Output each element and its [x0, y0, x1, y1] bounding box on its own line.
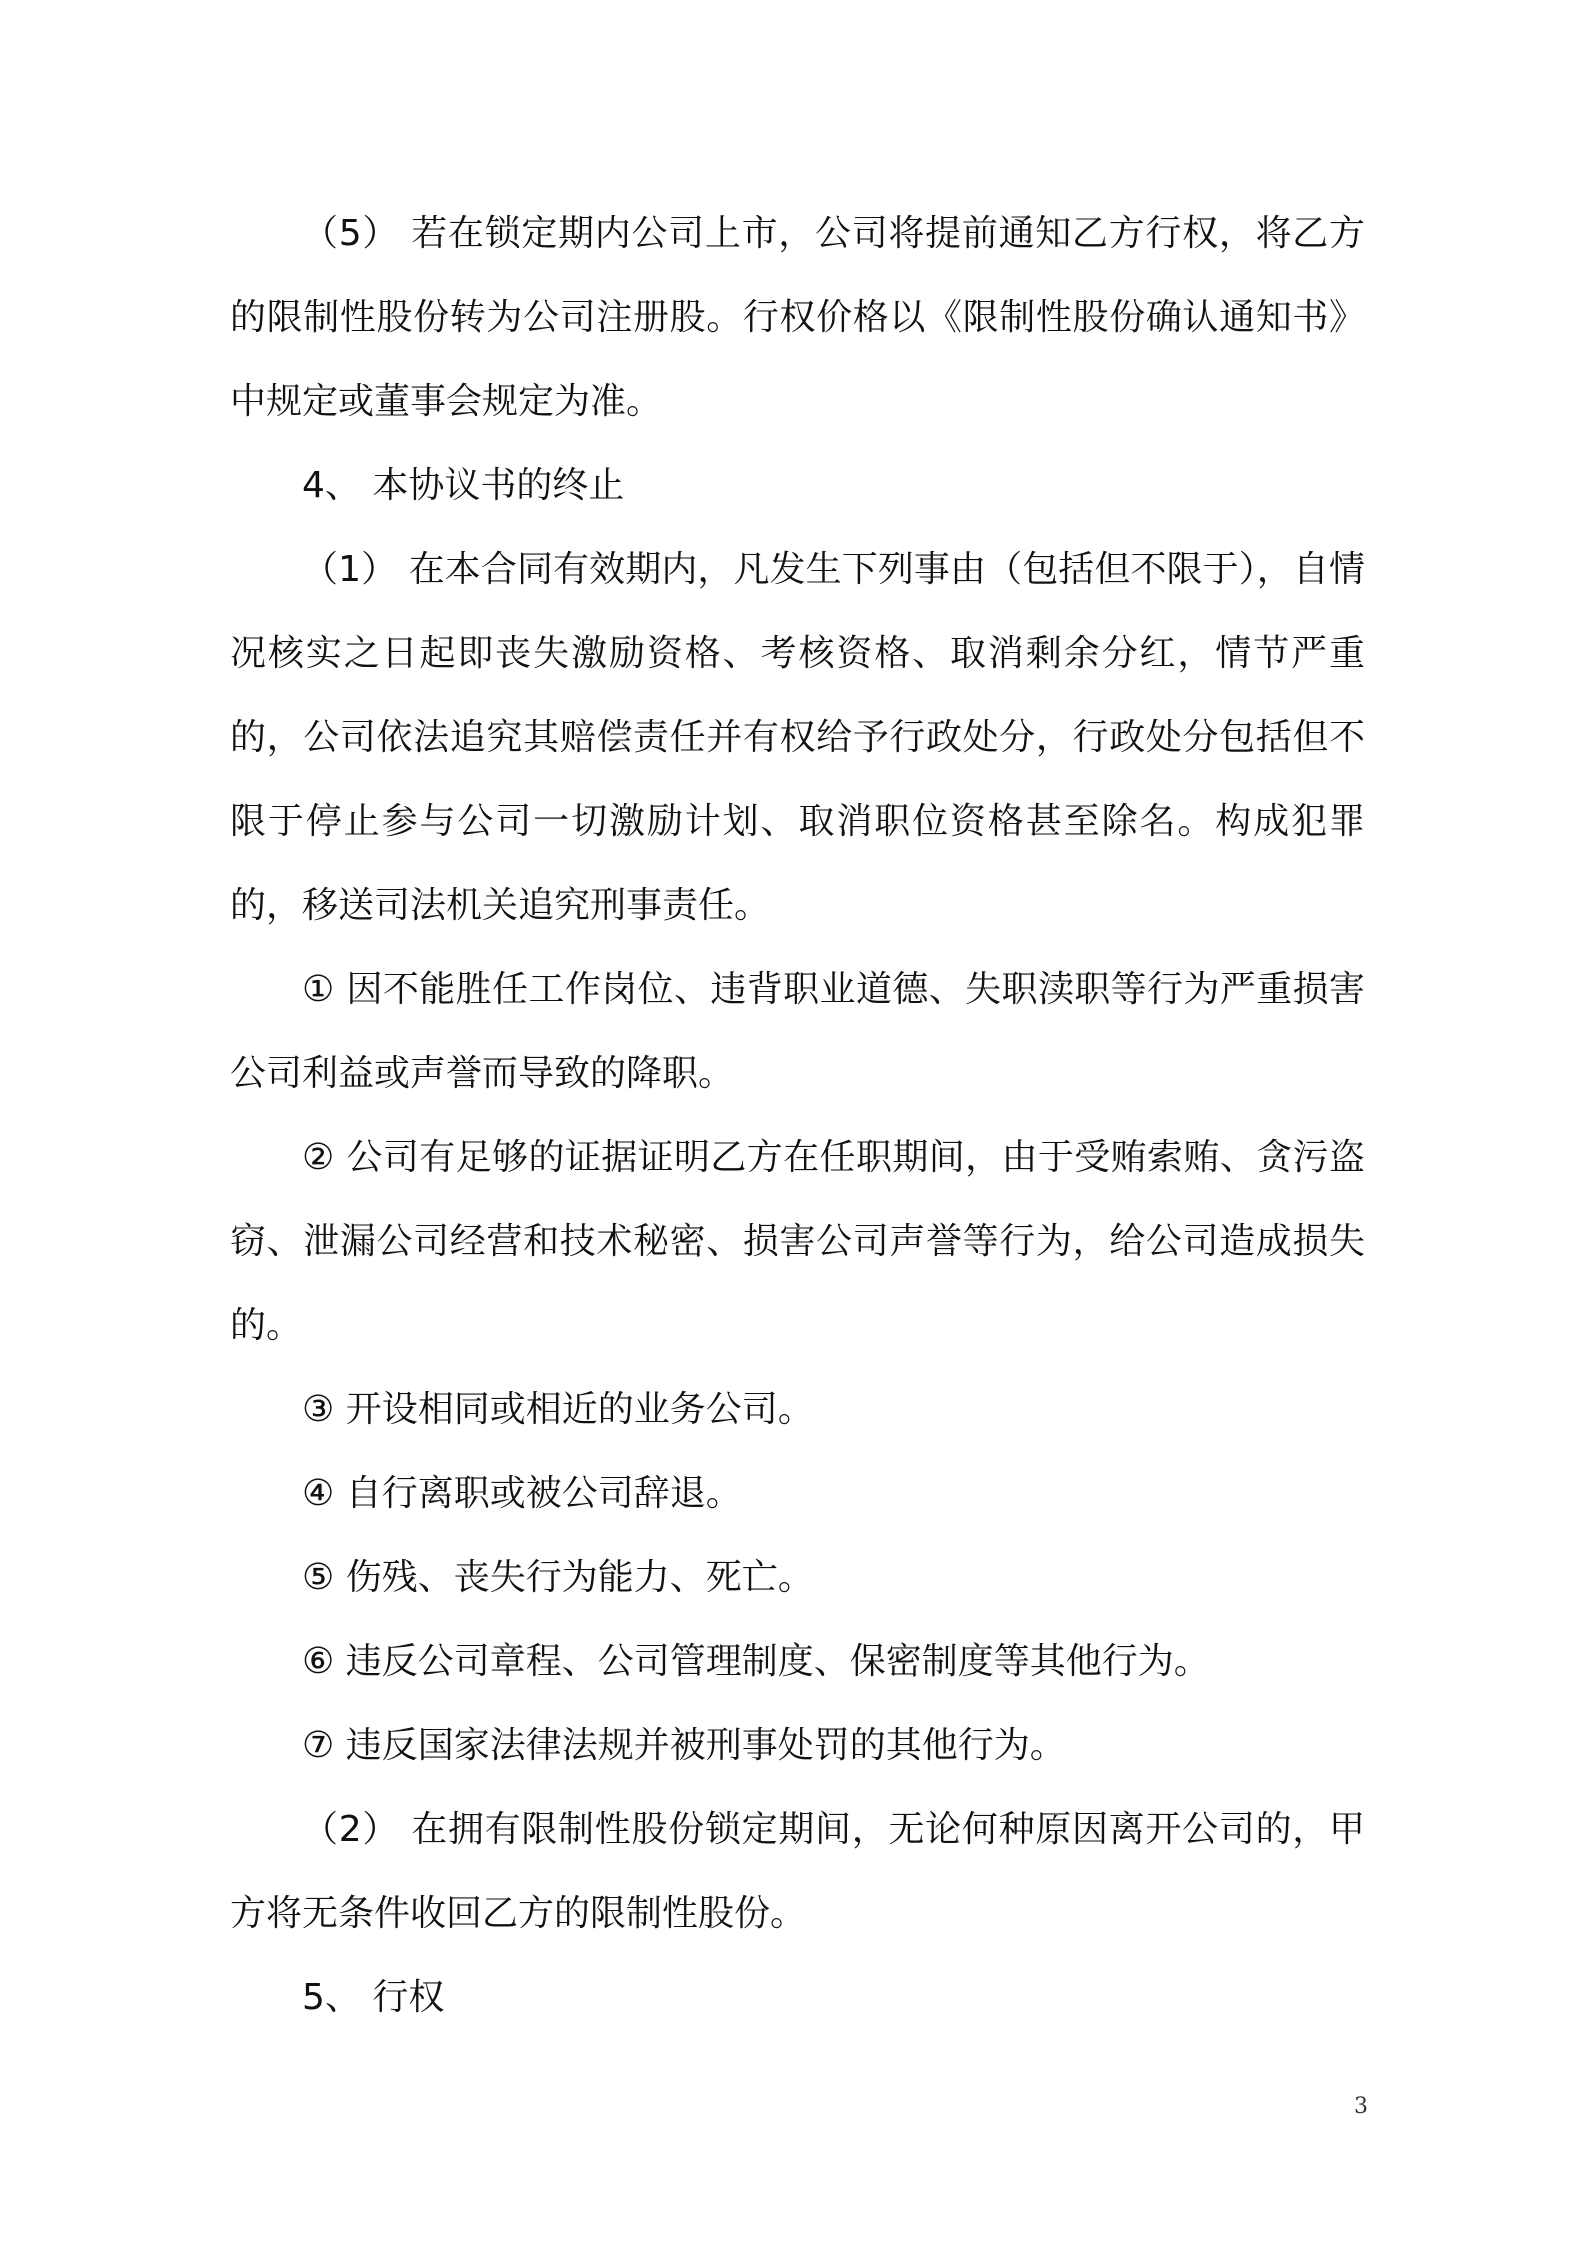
- list-item-2: ② 公司有足够的证据证明乙方在任职期间，由于受贿索贿、贪污盗窃、泄漏公司经营和技术秘密、损害公司声誉等行为，给公司造成损失的。: [230, 1137, 1365, 1346]
- paragraph-termination-1: （1） 在本合同有效期内，凡发生下列事由（包括但不限于），自情况核实之日起即丧失激励资格、考核资格、取消剩余分红，情节严重的，公司依法追究其赔偿责任并有权给予行政处分，行政处分包括但不限于停止参与公司一切激励计划、取消职位资格甚至除名。构成犯罪的，移送司法机关追究刑事责任。: [230, 549, 1365, 926]
- list-item-3: ③ 开设相同或相近的业务公司。: [302, 1389, 814, 1430]
- list-item-6: ⑥ 违反公司章程、公司管理制度、保密制度等其他行为。: [302, 1641, 1210, 1682]
- list-item-4: ④ 自行离职或被公司辞退。: [302, 1473, 742, 1514]
- list-item-7: ⑦ 违反国家法律法规并被刑事处罚的其他行为。: [302, 1725, 1066, 1766]
- page-number: 3: [1354, 2094, 1368, 2119]
- paragraph-clause-5: （5） 若在锁定期内公司上市，公司将提前通知乙方行权，将乙方的限制性股份转为公司注册股。行权价格以《限制性股份确认通知书》中规定或董事会规定为准。: [230, 213, 1365, 422]
- section-heading-termination: 4、 本协议书的终止: [302, 465, 625, 506]
- list-item-1: ① 因不能胜任工作岗位、违背职业道德、失职渎职等行为严重损害公司利益或声誉而导致的降职。: [230, 969, 1365, 1094]
- section-heading-exercise: 5、 行权: [302, 1977, 445, 2018]
- list-item-5: ⑤ 伤残、丧失行为能力、死亡。: [302, 1557, 814, 1598]
- document-body: [230, 192, 1365, 2040]
- paragraph-termination-2: （2） 在拥有限制性股份锁定期间，无论何种原因离开公司的，甲方将无条件收回乙方的限制性股份。: [230, 1809, 1365, 1934]
